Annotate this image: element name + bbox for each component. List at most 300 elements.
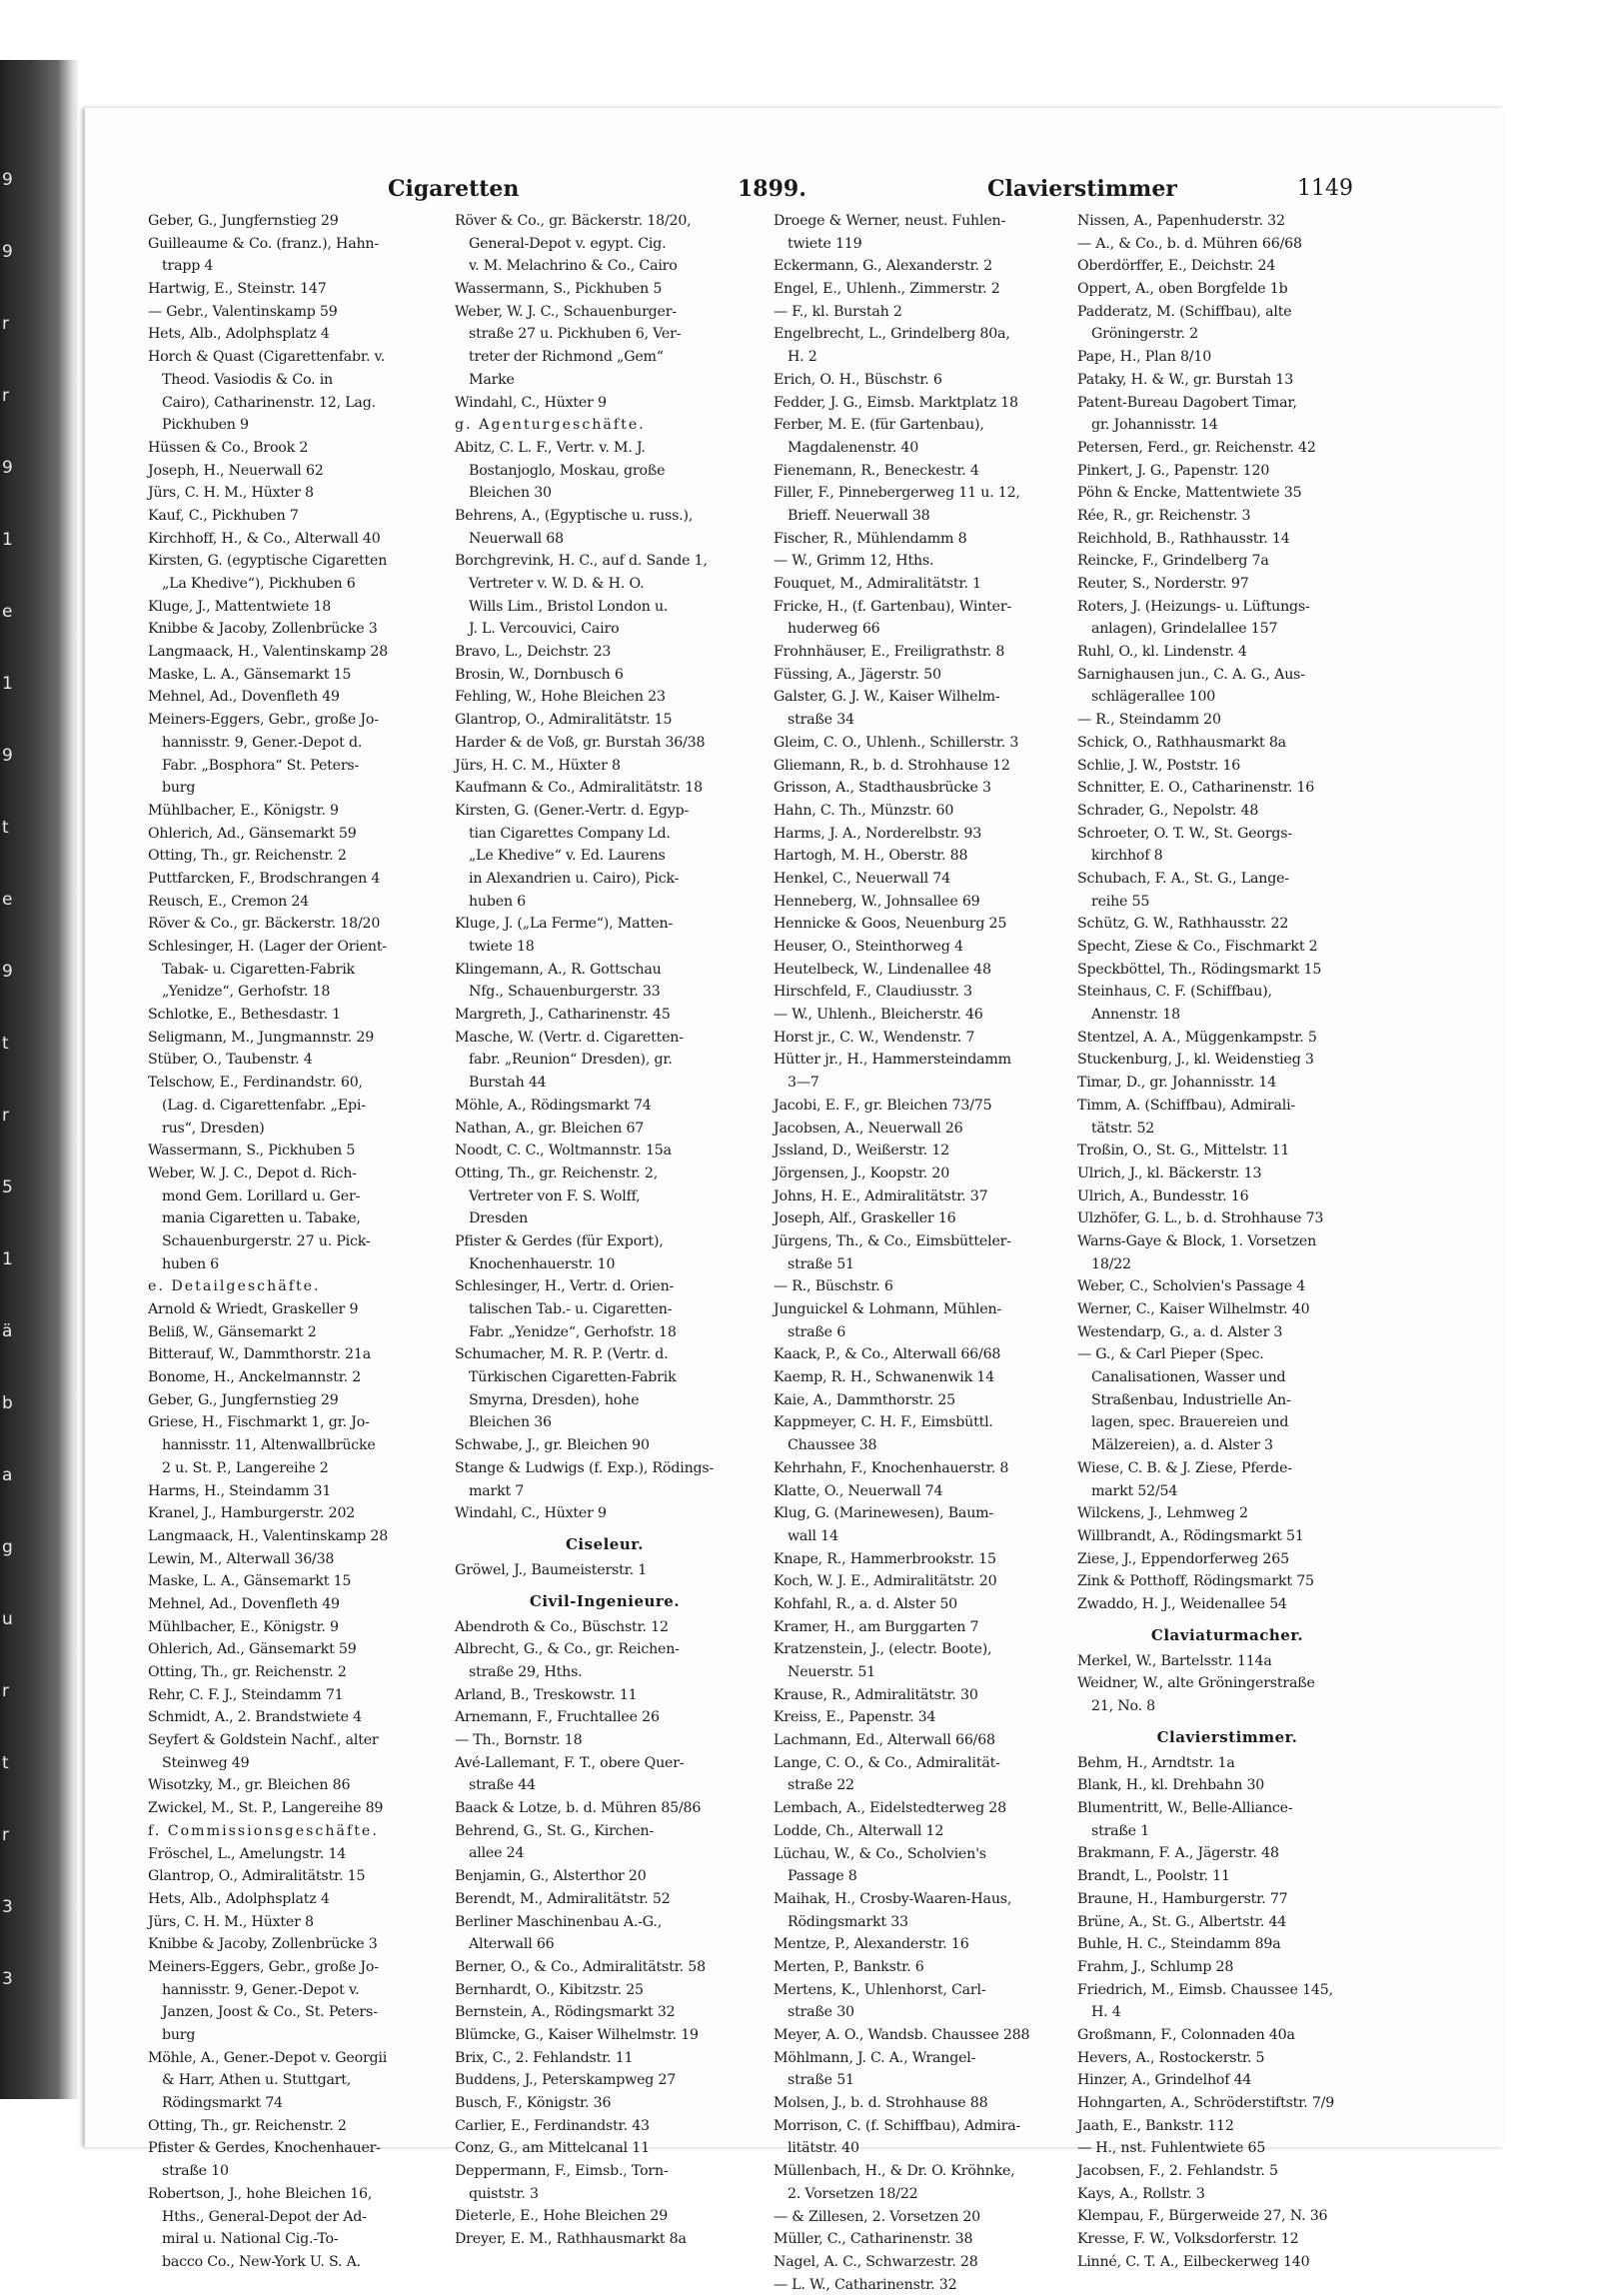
directory-entry: Wilckens, J., Lehmweg 2	[1077, 1505, 1248, 1522]
directory-entry: Filler, F., Pinnebergerweg 11 u. 12,	[774, 485, 1020, 502]
directory-entry: Schauenburgerstr. 27 u. Pick-	[148, 1232, 371, 1249]
directory-entry: Henkel, C., Neuerwall 74	[774, 870, 950, 887]
directory-entry: Arland, B., Treskowstr. 11	[455, 1686, 638, 1703]
directory-entry: H. 4	[1077, 2004, 1121, 2021]
directory-entry: Reichhold, B., Rathhausstr. 14	[1077, 530, 1290, 547]
directory-entry: Harms, H., Steindamm 31	[148, 1482, 332, 1499]
directory-entry: „La Khedive“), Pickhuben 6	[148, 576, 356, 592]
directory-entry: Guilleaume & Co. (franz.), Hahn-	[148, 235, 379, 252]
directory-entry: Jürgens, Th., & Co., Eimsbütteler-	[774, 1232, 1011, 1249]
directory-entry: Fedder, J. G., Eimsb. Marktplatz 18	[774, 394, 1018, 411]
directory-entry: Meiners-Eggers, Gebr., große Jo-	[148, 712, 379, 729]
directory-entry: straße 1	[1077, 1822, 1150, 1839]
directory-entry: lagen, spec. Brauereien und	[1077, 1414, 1289, 1431]
directory-entry: Kays, A., Rollstr. 3	[1077, 2185, 1205, 2202]
directory-entry: Ferber, M. E. (für Gartenbau),	[774, 417, 984, 434]
directory-entry: Baack & Lotze, b. d. Mühren 85/86	[455, 1800, 702, 1817]
directory-entry: Röver & Co., gr. Bäckerstr. 18/20,	[455, 213, 692, 229]
directory-entry: Kaack, P., & Co., Alterwall 66/68	[774, 1346, 1001, 1363]
directory-entry: Otting, Th., gr. Reichenstr. 2	[148, 848, 347, 865]
directory-entry: Lüchau, W., & Co., Scholvien's	[774, 1845, 986, 1862]
directory-entry: Knochenhauerstr. 10	[455, 1255, 616, 1272]
directory-entry: Brix, C., 2. Fehlandstr. 11	[455, 2049, 634, 2066]
directory-entry: Horch & Quast (Cigarettenfabr. v.	[148, 349, 386, 366]
directory-entry: straße 22	[774, 1777, 854, 1794]
column-2	[455, 210, 755, 2248]
directory-entry: Jacobsen, F., 2. Fehlandstr. 5	[1077, 2163, 1278, 2180]
directory-entry: treter der Richmond „Gem“	[455, 349, 664, 366]
directory-entry: Kauf, C., Pickhuben 7	[148, 507, 299, 524]
directory-entry: 2. Vorsetzen 18/22	[774, 2185, 918, 2202]
directory-entry: Frahm, J., Schlump 28	[1077, 1958, 1234, 1975]
edge-letter: 9	[2, 458, 13, 478]
directory-entry: huben 6	[455, 893, 527, 910]
edge-letter: t	[2, 818, 9, 838]
directory-entry: Westendarp, G., a. d. Alster 3	[1077, 1323, 1283, 1340]
directory-entry: Oberdörffer, E., Deichstr. 24	[1077, 258, 1276, 275]
directory-entry: Schmidt, A., 2. Brandstwiete 4	[148, 1709, 362, 1726]
directory-entry: Hths., General-Depot der Ad-	[148, 2208, 367, 2225]
directory-entry: Wassermann, S., Pickhuben 5	[455, 281, 663, 298]
column-3	[774, 210, 1073, 2293]
directory-entry: Kaufmann & Co., Admiralitätstr. 18	[455, 780, 703, 797]
directory-entry: Langmaack, H., Valentinskamp 28	[148, 1527, 389, 1544]
directory-entry: Hartogh, M. H., Oberstr. 88	[774, 848, 968, 865]
directory-entry: Patent-Bureau Dagobert Timar,	[1077, 394, 1297, 411]
directory-entry: Joseph, Alf., Graskeller 16	[774, 1210, 956, 1227]
directory-entry: Hinzer, A., Grindelhof 44	[1077, 2072, 1252, 2089]
directory-entry: Cairo), Catharinenstr. 12, Lag.	[148, 394, 376, 411]
directory-entry: Benjamin, G., Alsterthor 20	[455, 1868, 647, 1885]
directory-entry: Schlesinger, H., Vertr. d. Orien-	[455, 1278, 675, 1295]
directory-entry: Dreyer, E. M., Rathhausmarkt 8a	[455, 2231, 687, 2248]
directory-entry: Stentzel, A. A., Müggenkampstr. 5	[1077, 1029, 1317, 1046]
subsection-heading: e. Detailgeschäfte.	[148, 1278, 321, 1295]
directory-entry: Petersen, Ferd., gr. Reichenstr. 42	[1077, 439, 1316, 456]
directory-entry: Hartwig, E., Steinstr. 147	[148, 281, 327, 298]
directory-entry: — W., Uhlenh., Bleicherstr. 46	[774, 1007, 983, 1024]
directory-entry: Passage 8	[774, 1868, 857, 1885]
directory-entry: Conz, G., am Mittelcanal 11	[455, 2140, 650, 2157]
directory-entry: Stuckenburg, J., kl. Weidenstieg 3	[1077, 1052, 1314, 1069]
directory-entry: Warns-Gaye & Block, 1. Vorsetzen	[1077, 1232, 1317, 1249]
directory-entry: Gliemann, R., b. d. Strohhause 12	[774, 757, 1010, 774]
directory-entry: Ulrich, J., kl. Bäckerstr. 13	[1077, 1164, 1262, 1181]
edge-letter: 9	[2, 962, 13, 982]
directory-entry: — R., Büschstr. 6	[774, 1278, 893, 1295]
directory-entry: Wiese, C. B. & J. Ziese, Pferde-	[1077, 1459, 1292, 1476]
directory-entry: General-Depot v. egypt. Cig.	[455, 235, 667, 252]
directory-entry: Molsen, J., b. d. Strohhause 88	[774, 2095, 988, 2112]
directory-entry: Mehnel, Ad., Dovenfleth 49	[148, 689, 340, 706]
directory-entry: reihe 55	[1077, 893, 1150, 910]
directory-entry: Linné, C. T. A., Eilbeckerweg 140	[1077, 2253, 1310, 2270]
directory-entry: Theod. Vasiodis & Co. in	[148, 371, 333, 388]
directory-entry: Seyfert & Goldstein Nachf., alter	[148, 1732, 379, 1749]
directory-entry: Canalisationen, Wasser und	[1077, 1369, 1286, 1386]
directory-entry: Speckböttel, Th., Rödingsmarkt 15	[1077, 961, 1322, 978]
edge-letter: ä	[2, 1321, 13, 1341]
section-heading: Claviaturmacher.	[1150, 1625, 1304, 1644]
directory-entry: — A., & Co., b. d. Mühren 66/68	[1077, 235, 1302, 252]
header-year: 1899.	[738, 176, 806, 202]
directory-entry: Pape, H., Plan 8/10	[1077, 349, 1212, 366]
directory-entry: Buhle, H. C., Steindamm 89a	[1077, 1936, 1281, 1953]
directory-entry: Kranel, J., Hamburgerstr. 202	[148, 1505, 356, 1522]
directory-entry: Müllenbach, H., & Dr. O. Kröhnke,	[774, 2163, 1015, 2180]
directory-entry: Weber, W. J. C., Schauenburger-	[455, 303, 677, 320]
directory-entry: Schick, O., Rathhausmarkt 8a	[1077, 734, 1286, 751]
directory-entry: Schütz, G. W., Rathhausstr. 22	[1077, 916, 1289, 933]
directory-entry: Nathan, A., gr. Bleichen 67	[455, 1120, 645, 1137]
directory-entry: Möhle, A., Rödingsmarkt 74	[455, 1097, 652, 1114]
directory-entry: burg	[148, 780, 196, 797]
subsection-heading: f. Commissionsgeschäfte.	[148, 1822, 379, 1839]
directory-entry: kirchhof 8	[1077, 848, 1163, 865]
directory-entry: Knape, R., Hammerbrookstr. 15	[774, 1550, 996, 1567]
directory-entry: Troßin, O., St. G., Mittelstr. 11	[1077, 1143, 1290, 1159]
directory-entry: Joseph, H., Neuerwall 62	[148, 462, 324, 479]
directory-entry: Hahn, C. Th., Münzstr. 60	[774, 802, 954, 819]
directory-entry: markt 52/54	[1077, 1482, 1178, 1499]
edge-letter: 3	[2, 1897, 13, 1917]
directory-entry: H. 2	[774, 349, 817, 366]
edge-letter: 1	[2, 674, 13, 694]
directory-entry: Bleichen 36	[455, 1414, 552, 1431]
subsection-heading: g. Agenturgeschäfte.	[455, 417, 646, 434]
directory-entry: Stange & Ludwigs (f. Exp.), Rödings-	[455, 1459, 715, 1476]
directory-entry: Röver & Co., gr. Bäckerstr. 18/20	[148, 916, 381, 933]
directory-entry: Maske, L. A., Gänsemarkt 15	[148, 666, 352, 683]
directory-entry: Glantrop, O., Admiralitätstr. 15	[148, 1868, 366, 1885]
directory-entry: Rée, R., gr. Reichenstr. 3	[1077, 507, 1251, 524]
directory-entry: Schroeter, O. T. W., St. Georgs-	[1077, 825, 1292, 842]
directory-entry: Galster, G. J. W., Kaiser Wilhelm-	[774, 689, 1000, 706]
directory-entry: straße 51	[774, 1255, 854, 1272]
directory-entry: allee 24	[455, 1845, 525, 1862]
directory-entry: markt 7	[455, 1482, 525, 1499]
directory-entry: Hüssen & Co., Brook 2	[148, 439, 309, 456]
directory-entry: — W., Grimm 12, Hths.	[774, 553, 934, 570]
directory-entry: Albrecht, G., & Co., gr. Reichen-	[455, 1641, 680, 1658]
directory-entry: Mertens, K., Uhlenhorst, Carl-	[774, 1981, 986, 1998]
directory-entry: Fröschel, L., Amelungstr. 14	[148, 1845, 347, 1862]
directory-entry: Klug, G. (Marinewesen), Baum-	[774, 1505, 993, 1522]
directory-entry: Behm, H., Arndtstr. 1a	[1077, 1754, 1235, 1771]
directory-entry: — Th., Bornstr. 18	[455, 1732, 583, 1748]
directory-entry: straße 29, Hths.	[455, 1663, 583, 1680]
directory-entry: Borchgrevink, H. C., auf d. Sande 1,	[455, 553, 708, 570]
directory-entry: Kluge, J., Mattentwiete 18	[148, 598, 332, 615]
edge-letter: e	[2, 602, 13, 622]
directory-entry: Maske, L. A., Gänsemarkt 15	[148, 1573, 352, 1590]
directory-entry: Pataky, H. & W., gr. Burstah 13	[1077, 371, 1294, 388]
directory-entry: Merkel, W., Bartelsstr. 114a	[1077, 1652, 1272, 1669]
page-number: 1149	[1297, 176, 1353, 201]
directory-entry: Otting, Th., gr. Reichenstr. 2,	[455, 1164, 659, 1181]
directory-entry: Kramer, H., am Burggarten 7	[774, 1618, 979, 1635]
directory-entry: Großmann, F., Colonnaden 40a	[1077, 2026, 1295, 2043]
edge-letter: 9	[2, 242, 13, 262]
directory-entry: Timm, A. (Schiffbau), Admirali-	[1077, 1097, 1296, 1114]
edge-letter: t	[2, 1753, 9, 1773]
directory-entry: wall 14	[774, 1527, 838, 1544]
directory-entry: Eckermann, G., Alexanderstr. 2	[774, 258, 992, 275]
directory-entry: Behrend, G., St. G., Kirchen-	[455, 1822, 655, 1839]
directory-entry: Mühlbacher, E., Königstr. 9	[148, 802, 339, 819]
edge-letter: 1	[2, 530, 13, 550]
directory-entry: Klatte, O., Neuerwall 74	[774, 1482, 943, 1499]
directory-entry: — L. W., Catharinenstr. 32	[774, 2276, 957, 2293]
directory-entry: Schumacher, M. R. P. (Vertr. d.	[455, 1346, 669, 1363]
directory-entry: Hirschfeld, F., Claudiusstr. 3	[774, 984, 972, 1001]
directory-entry: Schlotke, E., Bethesdastr. 1	[148, 1007, 342, 1024]
directory-entry: Mentze, P., Alexanderstr. 16	[774, 1936, 969, 1953]
section-heading: Clavierstimmer.	[1156, 1727, 1298, 1746]
directory-entry: Vertreter von F. S. Wolff,	[455, 1187, 641, 1204]
directory-entry: Jacobi, E. F., gr. Bleichen 73/75	[774, 1097, 992, 1114]
directory-entry: Abendroth & Co., Büschstr. 12	[455, 1618, 669, 1635]
directory-entry: Kaemp, R. H., Schwanenwik 14	[774, 1369, 994, 1386]
directory-entry: Schubach, F. A., St. G., Lange-	[1077, 870, 1289, 887]
directory-entry: Grisson, A., Stadthausbrücke 3	[774, 780, 991, 797]
directory-entry: Wills Lim., Bristol London u.	[455, 598, 669, 615]
directory-entry: Maihak, H., Crosby-Waaren-Haus,	[774, 1890, 1012, 1907]
directory-entry: Fehling, W., Hohe Bleichen 23	[455, 689, 666, 706]
edge-letter: r	[2, 1825, 9, 1845]
directory-entry: Johns, H. E., Admiralitätstr. 37	[774, 1187, 988, 1204]
directory-entry: Pöhn & Encke, Mattentwiete 35	[1077, 485, 1302, 502]
directory-entry: Schwabe, J., gr. Bleichen 90	[455, 1437, 650, 1454]
directory-entry: Möhlmann, J. C. A., Wrangel-	[774, 2049, 976, 2066]
directory-entry: Carlier, E., Ferdinandstr. 43	[455, 2117, 650, 2134]
directory-entry: fabr. „Reunion“ Dresden), gr.	[455, 1052, 673, 1069]
edge-letter: r	[2, 386, 9, 406]
directory-entry: Schlie, J. W., Poststr. 16	[1077, 757, 1241, 774]
directory-entry: — F., kl. Burstah 2	[774, 303, 902, 320]
directory-entry: Hennicke & Goos, Neuenburg 25	[774, 916, 1007, 933]
directory-entry: Kluge, J. („La Ferme“), Matten-	[455, 916, 674, 933]
directory-entry: Ziese, J., Eppendorferweg 265	[1077, 1550, 1289, 1567]
directory-entry: Hets, Alb., Adolphsplatz 4	[148, 326, 330, 343]
directory-entry: Friedrich, M., Eimsb. Chaussee 145,	[1077, 1981, 1333, 1998]
directory-entry: Pickhuben 9	[148, 417, 249, 434]
directory-entry: Müller, C., Catharinenstr. 38	[774, 2231, 973, 2248]
directory-entry: Kohfahl, R., a. d. Alster 50	[774, 1595, 957, 1612]
directory-entry: Frohnhäuser, E., Freiligrathstr. 8	[774, 644, 1005, 661]
directory-entry: Lewin, M., Alterwall 36/38	[148, 1550, 335, 1567]
directory-entry: Burstah 44	[455, 1075, 547, 1092]
directory-entry: gr. Johannisstr. 14	[1077, 417, 1218, 434]
directory-entry: Jaath, E., Bankstr. 112	[1077, 2117, 1234, 2134]
directory-entry: Klingemann, A., R. Gottschau	[455, 961, 662, 978]
directory-entry: tätstr. 52	[1077, 1120, 1155, 1137]
directory-entry: Geber, G., Jungfernstieg 29	[148, 1391, 339, 1408]
edge-letter: 1	[2, 1249, 13, 1269]
directory-entry: Füssing, A., Jägerstr. 50	[774, 666, 941, 683]
directory-entry: Specht, Ziese & Co., Fischmarkt 2	[1077, 939, 1318, 955]
directory-entry: straße 6	[774, 1323, 846, 1340]
directory-entry: Janzen, Joost & Co., St. Peters-	[148, 2004, 378, 2021]
directory-entry: Avé-Lallemant, F. T., obere Quer-	[455, 1754, 685, 1771]
directory-entry: Berner, O., & Co., Admiralitätstr. 58	[455, 1958, 706, 1975]
directory-entry: Berendt, M., Admiralitätstr. 52	[455, 1890, 671, 1907]
directory-entry: Ohlerich, Ad., Gänsemarkt 59	[148, 825, 357, 842]
edge-letter: g	[2, 1537, 13, 1557]
directory-entry: Kirsten, G. (egyptische Cigaretten	[148, 553, 388, 570]
directory-entry: Türkischen Cigaretten-Fabrik	[455, 1369, 677, 1386]
directory-entry: — & Zillesen, 2. Vorsetzen 20	[774, 2208, 980, 2225]
directory-entry: Rehr, C. F. J., Steindamm 71	[148, 1686, 344, 1703]
previous-page-edge	[0, 60, 78, 2099]
directory-entry: Pfister & Gerdes (für Export),	[455, 1232, 664, 1249]
directory-entry: v. M. Melachrino & Co., Cairo	[455, 258, 678, 275]
directory-entry: Straßenbau, Industrielle An-	[1077, 1391, 1291, 1408]
directory-entry: Koch, W. J. E., Admiralitätstr. 20	[774, 1573, 997, 1590]
directory-entry: Bonome, H., Anckelmannstr. 2	[148, 1369, 362, 1386]
directory-entry: Dresden	[455, 1210, 529, 1227]
directory-entry: Reusch, E., Cremon 24	[148, 893, 310, 910]
directory-entry: Behrens, A., (Egyptische u. russ.),	[455, 507, 694, 524]
directory-entry: Annenstr. 18	[1077, 1007, 1180, 1024]
directory-entry: Rödingsmarkt 33	[774, 1913, 908, 1930]
directory-entry: Kappmeyer, C. H. F., Eimsbüttl.	[774, 1414, 993, 1431]
directory-entry: quiststr. 3	[455, 2185, 539, 2202]
column-4	[1077, 210, 1377, 2270]
directory-entry: Dieterle, E., Hohe Bleichen 29	[455, 2208, 669, 2225]
directory-entry: Weber, C., Scholvien's Passage 4	[1077, 1278, 1306, 1295]
directory-entry: Bernstein, A., Rödingsmarkt 32	[455, 2004, 676, 2021]
section-heading: Ciseleur.	[565, 1534, 645, 1553]
directory-entry: Jürs, C. H. M., Hüxter 8	[148, 1913, 314, 1930]
edge-letter: r	[2, 1681, 9, 1701]
directory-entry: Langmaack, H., Valentinskamp 28	[148, 644, 389, 661]
directory-entry: litätstr. 40	[774, 2140, 859, 2157]
directory-entry: Neuerstr. 51	[774, 1664, 875, 1680]
directory-entry: twiete 18	[455, 939, 535, 955]
directory-entry: Kehrhahn, F., Knochenhauerstr. 8	[774, 1459, 1009, 1476]
directory-entry: Abitz, C. L. F., Vertr. v. M. J.	[455, 439, 646, 456]
directory-entry: Timar, D., gr. Johannisstr. 14	[1077, 1075, 1277, 1092]
directory-entry: Padderatz, M. (Schiffbau), alte	[1077, 303, 1292, 320]
directory-entry: Wisotzky, M., gr. Bleichen 86	[148, 1777, 351, 1794]
directory-entry: Henneberg, W., Johnsallee 69	[774, 893, 980, 910]
directory-entry: Arnold & Wriedt, Graskeller 9	[148, 1301, 359, 1317]
directory-entry: Brakmann, F. A., Jägerstr. 48	[1077, 1845, 1279, 1862]
directory-entry: burg	[148, 2027, 196, 2043]
directory-entry: Brüne, A., St. G., Albertstr. 44	[1077, 1913, 1287, 1930]
header-left-keyword: Cigaretten	[388, 176, 520, 202]
edge-letter: 3	[2, 1969, 13, 1989]
directory-entry: Meiners-Eggers, Gebr., große Jo-	[148, 1958, 379, 1975]
directory-entry: straße 30	[774, 2004, 854, 2021]
edge-letter: r	[2, 1106, 9, 1126]
directory-entry: Lange, C. O., & Co., Admiralität-	[774, 1754, 1000, 1771]
edge-letter: 9	[2, 170, 13, 190]
directory-entry: Hets, Alb., Adolphsplatz 4	[148, 1890, 330, 1907]
directory-entry: hannisstr. 11, Altenwallbrücke	[148, 1437, 376, 1454]
directory-entry: Hevers, A., Rostockerstr. 5	[1077, 2049, 1265, 2066]
directory-entry: Ruhl, O., kl. Lindenstr. 4	[1077, 644, 1247, 661]
directory-entry: Vertreter v. W. D. & H. O.	[455, 576, 645, 592]
directory-entry: Schrader, G., Nepolstr. 48	[1077, 802, 1259, 819]
directory-entry: Fricke, H., (f. Gartenbau), Winter-	[774, 598, 1012, 615]
directory-entry: straße 10	[148, 2163, 229, 2180]
directory-entry: Lachmann, Ed., Alterwall 66/68	[774, 1732, 995, 1749]
directory-entry: Pinkert, J. G., Papenstr. 120	[1077, 462, 1270, 479]
directory-entry: Bernhardt, O., Kibitzstr. 25	[455, 1981, 644, 1998]
directory-entry: Hohngarten, A., Schröderstiftstr. 7/9	[1077, 2095, 1335, 2111]
directory-entry: straße 27 u. Pickhuben 6, Ver-	[455, 326, 682, 343]
directory-entry: „Yenidze“, Gerhofstr. 18	[148, 984, 331, 1001]
directory-entry: Bitterauf, W., Dammthorstr. 21a	[148, 1346, 371, 1363]
directory-entry: huderweg 66	[774, 621, 880, 638]
directory-entry: Brandt, L., Poolstr. 11	[1077, 1868, 1230, 1885]
edge-letters	[0, 60, 20, 2099]
directory-entry: Reuter, S., Norderstr. 97	[1077, 576, 1249, 592]
directory-entry: Merten, P., Bankstr. 6	[774, 1958, 924, 1975]
directory-entry: Puttfarcken, F., Brodschrangen 4	[148, 870, 381, 887]
directory-entry: Beliß, W., Gänsemarkt 2	[148, 1323, 317, 1340]
directory-entry: Oppert, A., oben Borgfelde 1b	[1077, 281, 1288, 298]
directory-entry: Morrison, C. (f. Schiffbau), Admira-	[774, 2117, 1021, 2134]
directory-entry: Steinhaus, C. F. (Schiffbau),	[1077, 984, 1272, 1001]
directory-entry: Bravo, L., Deichstr. 23	[455, 644, 612, 661]
directory-entry: rus“, Dresden)	[148, 1120, 265, 1137]
directory-entry: straße 51	[774, 2072, 854, 2089]
directory-entry: mania Cigaretten u. Tabake,	[148, 1210, 361, 1227]
directory-entry: Fabr. „Bosphora“ St. Peters-	[148, 757, 360, 774]
header-right-keyword: Clavierstimmer	[987, 176, 1177, 202]
directory-entry: Marke	[455, 371, 515, 388]
directory-entry: Mälzereien), a. d. Alster 3	[1077, 1437, 1273, 1454]
directory-entry: 3—7	[774, 1075, 819, 1092]
directory-entry: trapp 4	[148, 258, 214, 275]
directory-entry: Jörgensen, J., Koopstr. 20	[774, 1164, 950, 1181]
directory-entry: Meyer, A. O., Wandsb. Chaussee 288	[774, 2027, 1030, 2043]
directory-entry: twiete 119	[774, 235, 862, 252]
directory-entry: Hütter jr., H., Hammersteindamm	[774, 1052, 1011, 1069]
directory-entry: Nissen, A., Papenhuderstr. 32	[1077, 213, 1285, 229]
directory-entry: Jürs, H. C. M., Hüxter 8	[455, 757, 621, 774]
column-1	[148, 210, 448, 2270]
directory-entry: hannisstr. 9, Gener.-Depot v.	[148, 1981, 360, 1998]
directory-entry: Zink & Potthoff, Rödingsmarkt 75	[1077, 1573, 1314, 1590]
directory-entry: Braune, H., Hamburgerstr. 77	[1077, 1890, 1288, 1907]
directory-entry: Brosin, W., Dornbusch 6	[455, 666, 624, 683]
directory-entry: Noodt, C. C., Woltmannstr. 15a	[455, 1143, 672, 1159]
directory-entry: mond Gem. Lorillard u. Ger-	[148, 1187, 361, 1204]
directory-entry: Mehnel, Ad., Dovenfleth 49	[148, 1595, 340, 1612]
directory-entry: Buddens, J., Peterskampweg 27	[455, 2072, 677, 2089]
directory-entry: Chaussee 38	[774, 1437, 877, 1454]
directory-entry: Krause, R., Admiralitätstr. 30	[774, 1686, 978, 1703]
directory-entry: Erich, O. H., Büschstr. 6	[774, 371, 942, 388]
directory-entry: Otting, Th., gr. Reichenstr. 2	[148, 2117, 347, 2134]
directory-entry: Gröwel, J., Baumeisterstr. 1	[455, 1561, 648, 1578]
edge-letter: a	[2, 1465, 13, 1485]
directory-entry: Roters, J. (Heizungs- u. Lüftungs-	[1077, 598, 1310, 615]
directory-entry: Stüber, O., Taubenstr. 4	[148, 1052, 313, 1069]
directory-entry: Werner, C., Kaiser Wilhelmstr. 40	[1077, 1301, 1310, 1317]
directory-entry: Klempau, F., Bürgerweide 27, N. 36	[1077, 2208, 1328, 2225]
directory-entry: Sarnighausen jun., C. A. G., Aus-	[1077, 666, 1305, 683]
directory-entry: Tabak- u. Cigaretten-Fabrik	[148, 961, 355, 978]
directory-entry: Lodde, Ch., Alterwall 12	[774, 1822, 944, 1839]
directory-entry: Nfg., Schauenburgerstr. 33	[455, 984, 661, 1001]
directory-entry: Griese, H., Fischmarkt 1, gr. Jo-	[148, 1414, 370, 1431]
directory-entry: in Alexandrien u. Cairo), Pick-	[455, 870, 680, 887]
